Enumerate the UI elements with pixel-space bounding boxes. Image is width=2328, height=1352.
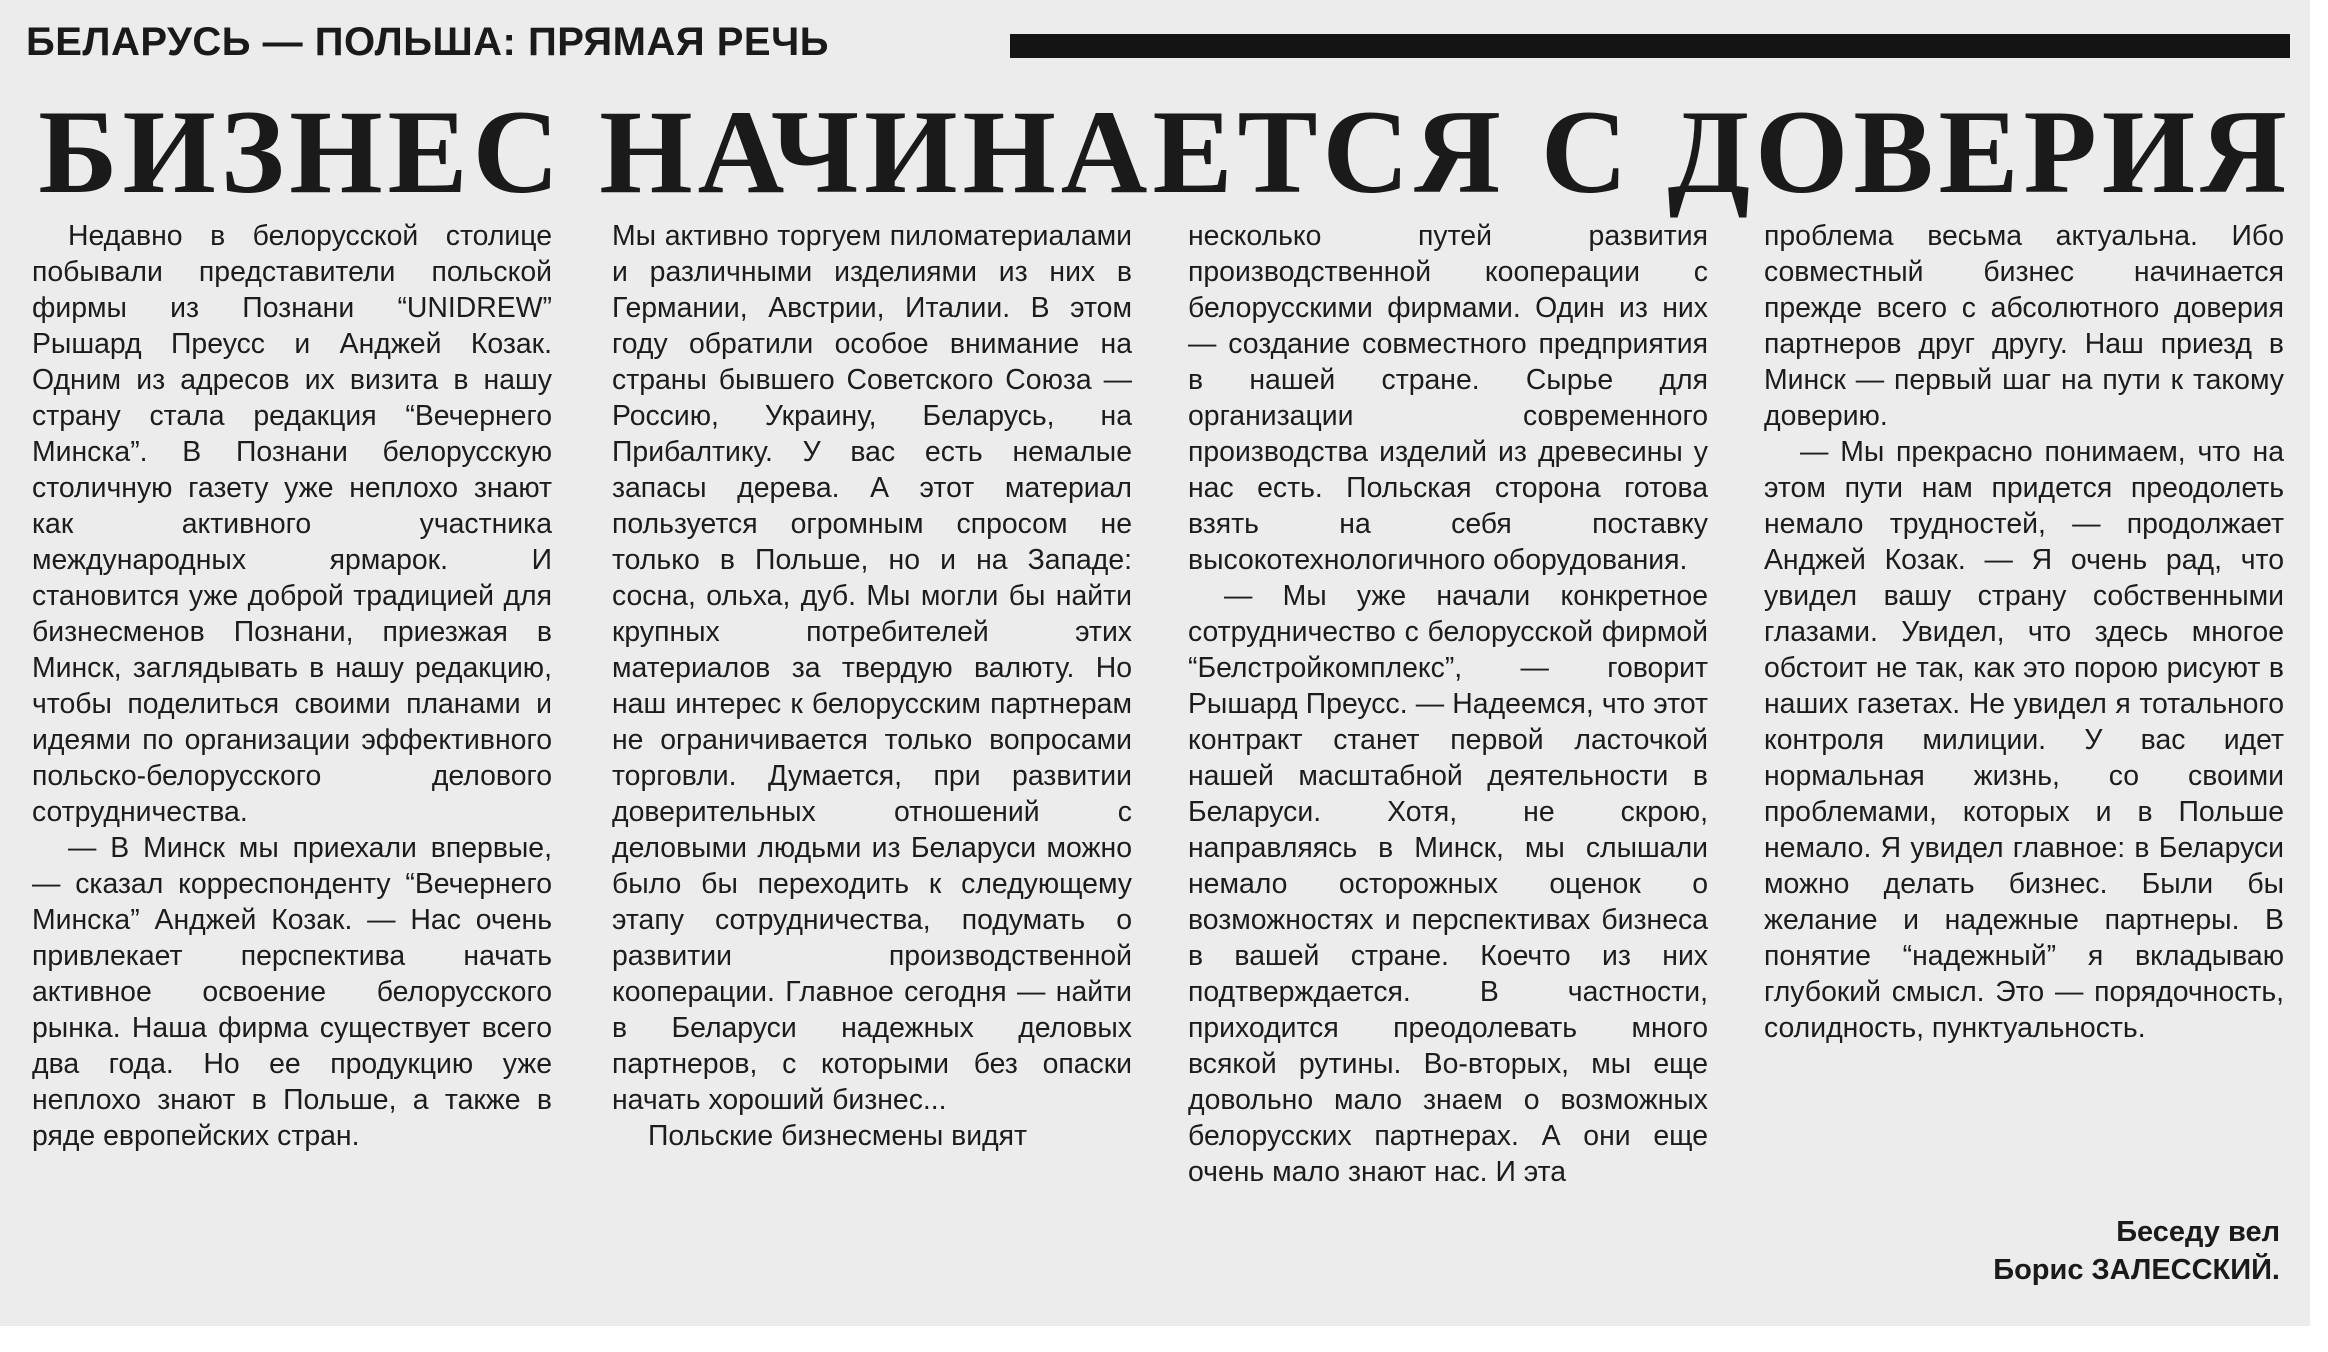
paragraph: Польские бизнесмены видят	[648, 1120, 1028, 1152]
paragraph: несколько путей развития производственной кооперации с белорусскими фирмами. Один из них — создание совместного предприятия в нашей стране. Сырье для организации современного производства изделий из древесины у нас есть. Польская сторона готова взять на себя поставку высокотехнологичного оборудования.	[1188, 220, 1708, 576]
paragraph: Мы активно торгуем пиломатериалами и различными изделиями из них в Германии, Австрии, Италии. В этом году обратили особое внимание на страны бывшего Советского Союза — Россию, Украину, Беларусь, на Прибалтику. У вас есть немалые запасы дерева. А этот материал пользуется огромным спросом не только в Польше, но и на Западе: сосна, ольха, дуб. Мы могли бы найти крупных потребителей этих материалов за твердую валюту. Но наш интерес к белорусским партнерам не ограничивается только вопросами торговли. Думается, при развитии доверительных отношений с деловыми людьми из Беларуси можно было бы переходить к следующему этапу сотрудничества, подумать о развитии производственной кооперации. Главное сегодня — найти в Беларуси надежных деловых партнеров, с которыми без опаски начать хороший бизнес...	[612, 220, 1132, 1116]
paragraph: — В Минск мы приехали впервые, — сказал корреспонденту “Вечернего Минска” Анджей Козак. — Нас очень привлекает перспектива начать активное освоение белорусского рынка. Наша фирма существует всего два года. Но ее продукцию уже неплохо знают в Польше, а также в ряде европейских стран.	[32, 832, 552, 1152]
text-column-3	[1188, 218, 1708, 1190]
byline	[1993, 1213, 2280, 1289]
text-column-1	[32, 218, 552, 1154]
text-column-4	[1764, 218, 2284, 1046]
paragraph: — Мы прекрасно понимаем, что на этом пути нам придется преодолеть немало трудностей, — продолжает Анджей Козак. — Я очень рад, что увидел вашу страну собственными глазами. Увидел, что здесь многое обстоит не так, как это порою рисуют в наших газетах. Не увидел я тотального контроля милиции. У вас идет нормальная жизнь, со своими проблемами, которых и в Польше немало. Я увидел главное: в Беларуси можно делать бизнес. Были бы желание и надежные партнеры. В понятие “надежный” я вкладываю глубокий смысл. Это — порядочность, солидность, пунктуальность.	[1764, 436, 2284, 1044]
paragraph: — Мы уже начали конкретное сотрудничество с белорусской фирмой “Белстройкомплекс”, — говорит Рышард Преусс. — Надеемся, что этот контракт станет первой ласточкой нашей масштабной деятельности в Беларуси. Хотя, не скрою, направляясь в Минск, мы слышали немало осторожных оценок о возможностях и перспективах бизнеса в вашей стране. Коечто из них подтверждается. В частности, приходится преодолевать много всякой рутины. Во-вторых, мы еще довольно мало знаем о возможных белорусских партнерах. А они еще очень мало знают нас. И эта	[1188, 580, 1708, 1188]
byline-label: Беседу вел	[2116, 1216, 2280, 1248]
paragraph: проблема весьма актуальна. Ибо совместный бизнес начинается прежде всего с абсолютного доверия партнеров друг другу. Наш приезд в Минск — первый шаг на пути к такому доверию.	[1764, 220, 2284, 432]
section-rubric: БЕЛАРУСЬ — ПОЛЬША: ПРЯМАЯ РЕЧЬ	[26, 20, 829, 64]
text-column-2	[612, 218, 1132, 1154]
rubric-rule-bar	[1010, 34, 2290, 58]
article-headline: БИЗНЕС НАЧИНАЕТСЯ С ДОВЕРИЯ	[38, 85, 2292, 218]
paragraph: Недавно в белорусской столице побывали представители польской фирмы из Познани “UNIDREW” Рышард Преусс и Анджей Козак. Одним из адресов их визита в нашу страну стала редакция “Вечернего Минска”. В Познани белорусскую столичную газету уже неплохо знают как активного участника международных ярмарок. И становится уже доброй традицией для бизнесменов Познани, приезжая в Минск, заглядывать в нашу редакцию, чтобы поделиться своими планами и идеями по организации эффективного польско-белорусского делового сотрудничества.	[32, 220, 552, 828]
byline-author: Борис ЗАЛЕССКИЙ.	[1993, 1254, 2280, 1286]
